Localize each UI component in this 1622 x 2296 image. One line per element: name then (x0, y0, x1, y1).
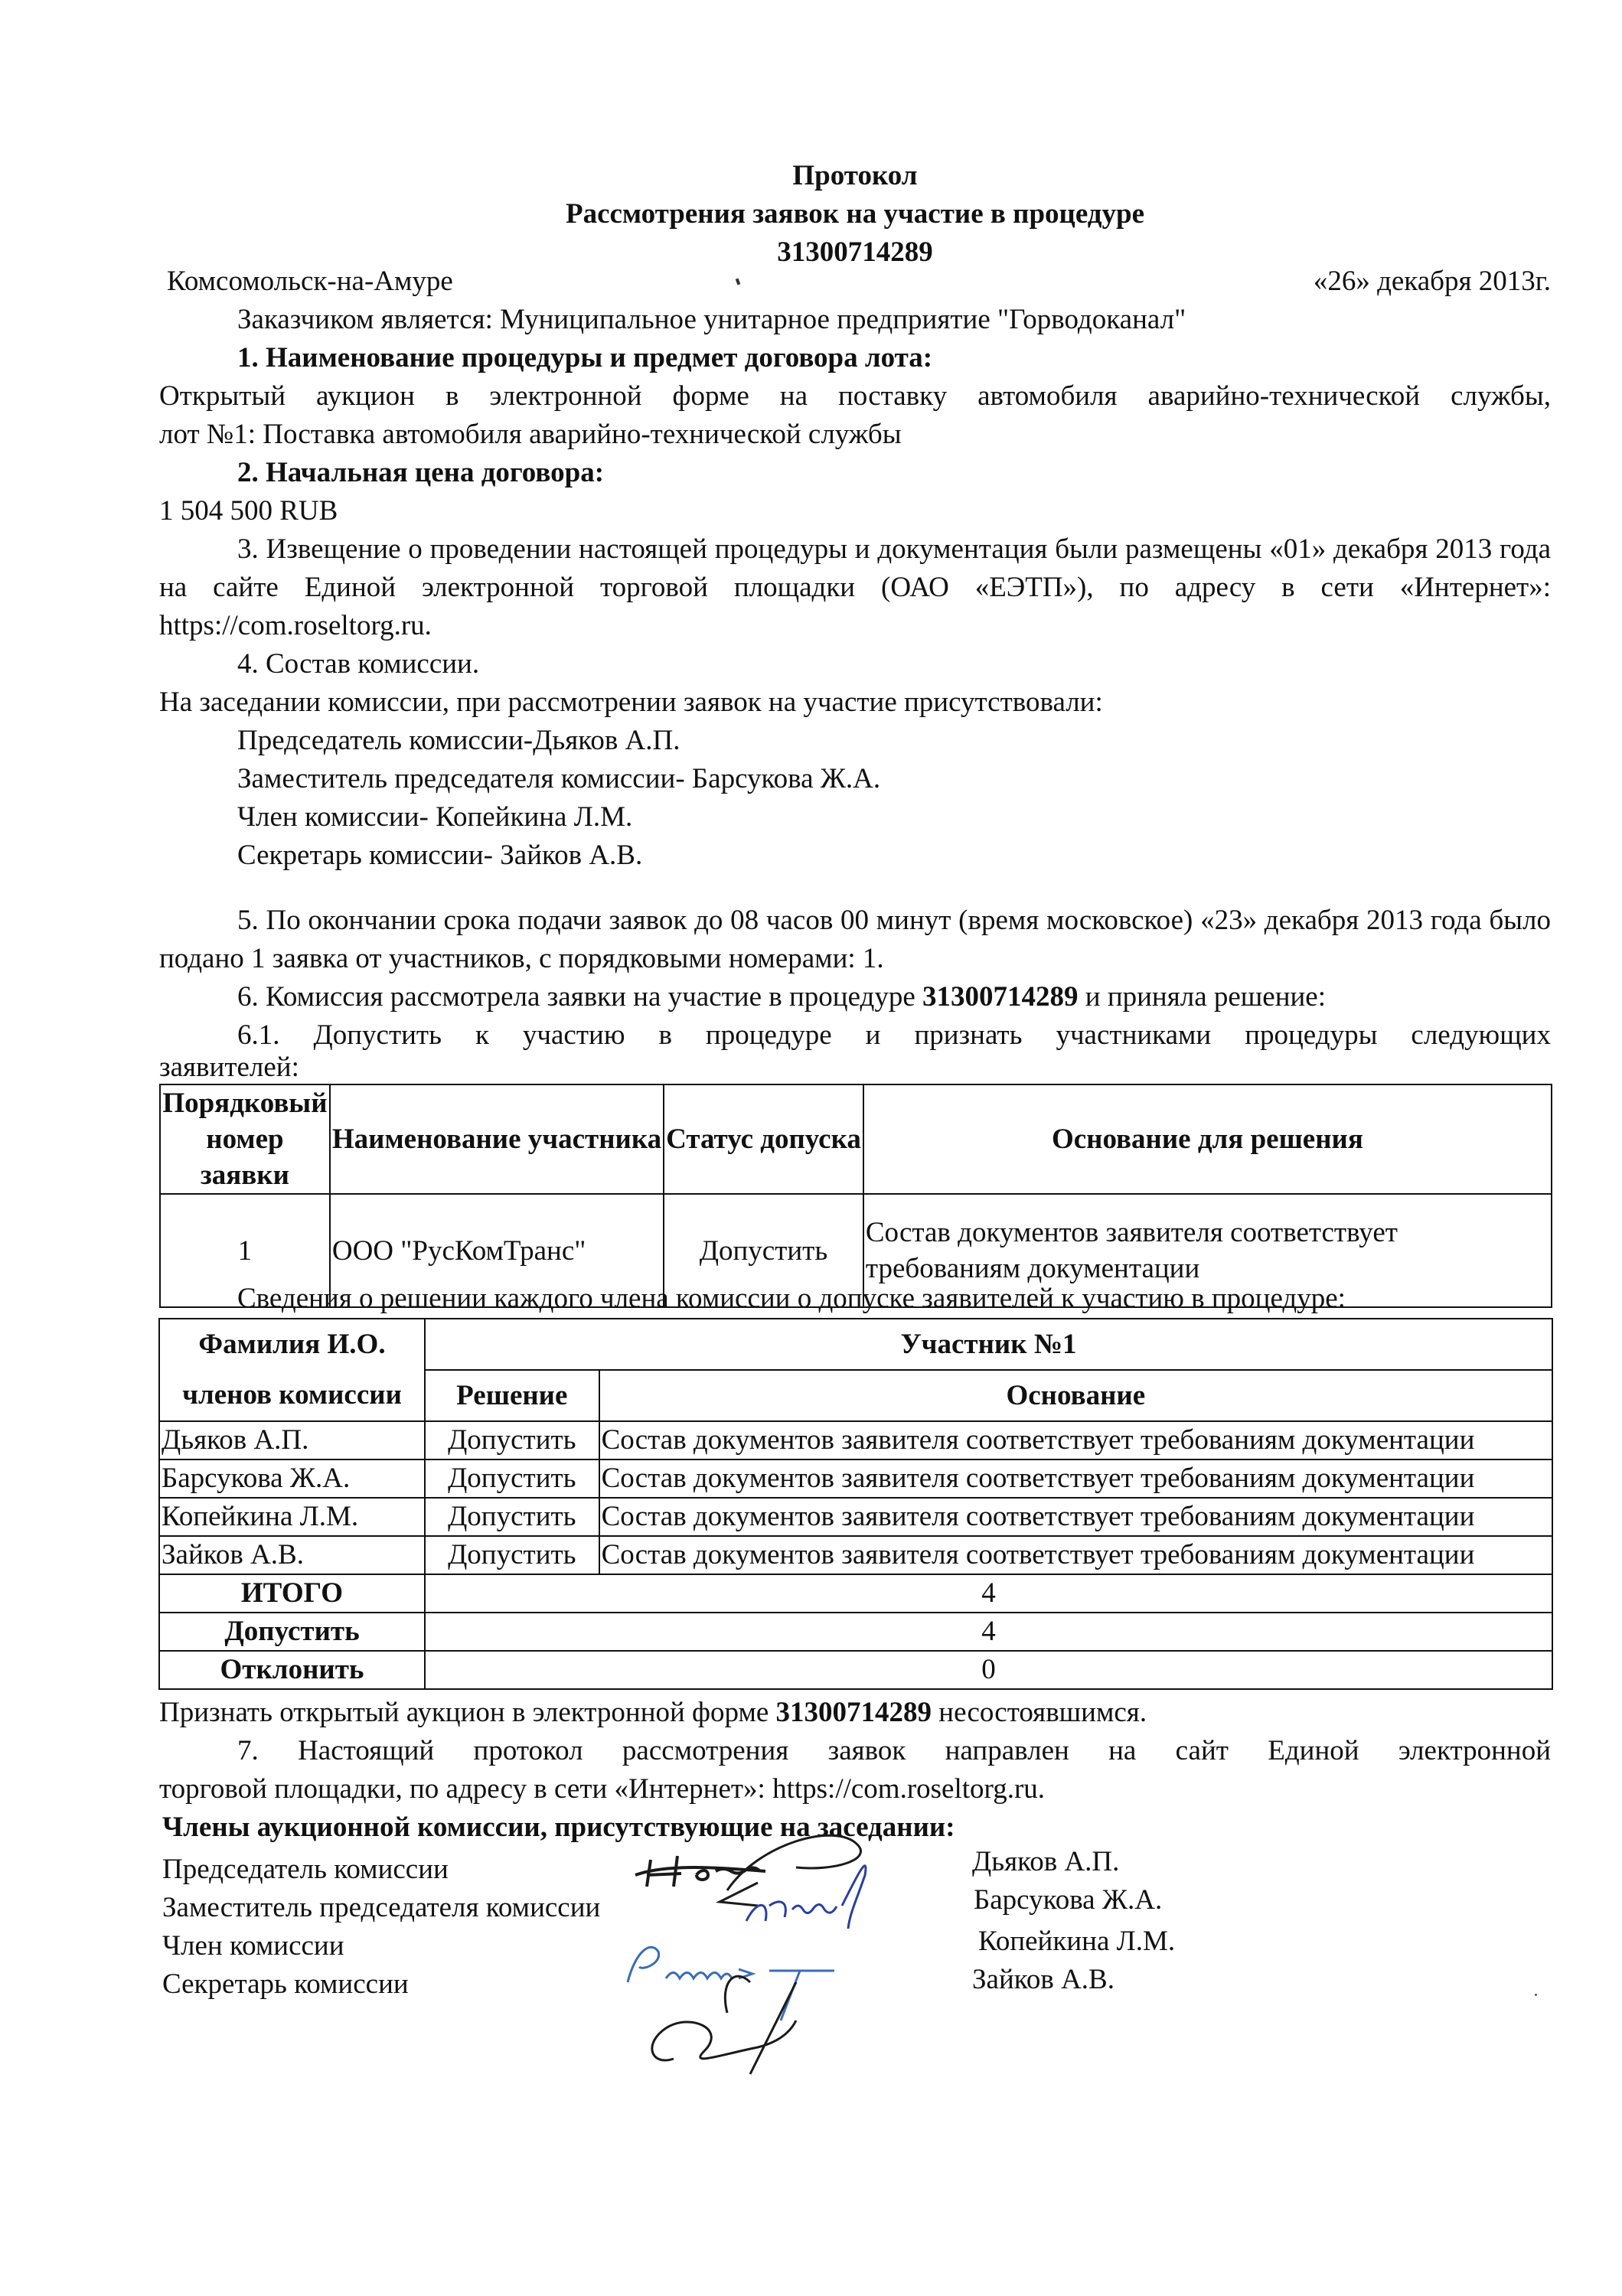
cell-participant-name: ООО "РусКомТранс" (330, 1194, 664, 1307)
cell-reason: Состав документов заявителя соответствует требованиям документации (863, 1194, 1552, 1307)
signature-role: Заместитель председателя комиссии (162, 1892, 601, 1923)
cell-reason: Состав документов заявителя соответствует требованиям документации (599, 1421, 1552, 1459)
signature-role: Член комиссии (162, 1930, 344, 1962)
section61-line1: 6.1. Допустить к участию в процедуре и признать участниками процедуры следующих (237, 1019, 1551, 1051)
section4-heading: 4. Состав комиссии. (237, 648, 480, 680)
cell-decision: Допустить (425, 1421, 599, 1459)
table-row (159, 1498, 1552, 1536)
cell-member-name: Барсукова Ж.А. (159, 1459, 425, 1498)
signatures-heading: Члены аукционной комиссии, присутствующие на заседании: (162, 1812, 955, 1843)
totals-row-total (159, 1574, 1552, 1613)
signature-name: Копейкина Л.М. (978, 1926, 1176, 1957)
commission-member: Член комиссии- Копейкина Л.М. (237, 801, 633, 833)
reject-value: 0 (425, 1651, 1552, 1689)
signature-role: Секретарь комиссии (162, 1968, 409, 2000)
section7-line2: торговой площадки, по адресу в сети «Интернет»: https://com.roseltorg.ru. (159, 1773, 1046, 1805)
section6-procedure-number: 31300714289 (922, 981, 1079, 1013)
table-row (159, 1459, 1552, 1498)
place-date-line (167, 263, 1551, 301)
commission-member: Секретарь комиссии- Зайков А.В. (237, 840, 643, 871)
commission-member: Председатель комиссии-Дьяков А.П. (237, 725, 680, 756)
section6-text (159, 978, 1551, 1016)
decisions-intro: Сведения о решении каждого члена комиссии о допуске заявителей к участию в процедуре: (237, 1283, 1346, 1314)
scan-speck-icon (1535, 1994, 1537, 1996)
table-row (159, 1421, 1552, 1459)
decisions-table (158, 1318, 1553, 1690)
col-header-participant: Участник №1 (425, 1319, 1552, 1370)
total-label: ИТОГО (159, 1574, 425, 1613)
cell-number: 1 (160, 1194, 330, 1307)
section5-text: 5. По окончании срока подачи заявок до 08 часов 00 минут (время московское) «23» декабря 2013 года было подано 1 заявка от участников, с порядковыми номерами: 1. (159, 905, 1551, 974)
table-header-row (159, 1319, 1552, 1370)
cell-reason: Состав документов заявителя соответствует требованиям документации (599, 1498, 1552, 1536)
col-header-status: Статус допуска (664, 1084, 863, 1194)
cell-status: Допустить (664, 1194, 863, 1307)
signature-name: Дьяков А.П. (972, 1846, 1120, 1877)
document-title (159, 157, 1551, 272)
title: Протокол (792, 160, 918, 191)
date: «26» декабря 2013г. (1313, 266, 1551, 297)
cell-reason: Состав документов заявителя соответствует требованиям документации (599, 1536, 1552, 1574)
col-header-decision: Решение (425, 1370, 599, 1421)
section61-line2: заявителей: (159, 1052, 299, 1083)
signature-name: Барсукова Ж.А. (974, 1884, 1163, 1916)
cell-member-name: Дьяков А.П. (159, 1421, 425, 1459)
col-header-name: Наименование участника (330, 1084, 664, 1194)
conclusion-text (159, 1694, 1551, 1732)
reject-label: Отклонить (159, 1651, 425, 1689)
section1-line1: Открытый аукцион в электронной форме на поставку автомобиля аварийно-технической службы, (159, 380, 1551, 412)
applicants-table (159, 1084, 1552, 1308)
section6-text-before: 6. Комиссия рассмотрела заявки на участие в процедуре (237, 981, 923, 1013)
col-header-number: Порядковый номер заявки (160, 1084, 330, 1194)
cell-reason: Состав документов заявителя соответствует требованиям документации (599, 1459, 1552, 1498)
section7-line1: 7. Настоящий протокол рассмотрения заявок направлен на сайт Единой электронной (237, 1735, 1551, 1766)
cell-decision: Допустить (425, 1498, 599, 1536)
conclusion-procedure-number: 31300714289 (775, 1697, 932, 1728)
col-header-reason: Основание (599, 1370, 1552, 1421)
col-header-reason: Основание для решения (863, 1084, 1552, 1194)
subtitle: Рассмотрения заявок на участие в процедуре (565, 198, 1144, 230)
section4-intro: На заседании комиссии, при рассмотрении заявок на участие присутствовали: (159, 687, 1103, 718)
section1-heading: 1. Наименование процедуры и предмет договора лота: (237, 342, 933, 373)
col-header-member: Фамилия И.О. членов комиссии (159, 1319, 425, 1421)
section1-line2: лот №1: Поставка автомобиля аварийно-технической службы (159, 419, 902, 450)
section2-heading: 2. Начальная цена договора: (237, 457, 605, 488)
section6-text-after: и приняла решение: (1078, 981, 1327, 1013)
customer-line: Заказчиком является: Муниципальное унитарное предприятие "Горводоканал" (237, 304, 1186, 335)
conclusion-text-after: несостоявшимся. (932, 1697, 1147, 1728)
conclusion-text-before: Признать открытый аукцион в электронной форме (159, 1697, 776, 1728)
procedure-number: 31300714289 (777, 236, 933, 268)
commission-list (159, 722, 1622, 875)
section3-text: 3. Извещение о проведении настоящей процедуры и документация были размещены «01» декабря 2013 года на сайте Единой электронной торговой площадки (ОАО «ЕЭТП»), по адресу в сети «Интернет»: https://com.roseltorg.ru. (159, 533, 1551, 641)
commission-member: Заместитель председателя комиссии- Барсукова Ж.А. (237, 763, 881, 794)
totals-row-reject (159, 1651, 1552, 1689)
totals-row-admit (159, 1613, 1552, 1651)
admit-label: Допустить (159, 1613, 425, 1651)
cell-decision: Допустить (425, 1536, 599, 1574)
start-price: 1 504 500 RUB (159, 495, 338, 527)
table-row (159, 1536, 1552, 1574)
cell-member-name: Копейкина Л.М. (159, 1498, 425, 1536)
city: Комсомольск-на-Амуре (167, 266, 453, 297)
cell-decision: Допустить (425, 1459, 599, 1498)
signature-name: Зайков А.В. (972, 1964, 1115, 1995)
total-value: 4 (425, 1574, 1552, 1613)
cell-member-name: Зайков А.В. (159, 1536, 425, 1574)
admit-value: 4 (425, 1613, 1552, 1651)
handwritten-signatures-icon (605, 1829, 964, 2082)
signature-role: Председатель комиссии (162, 1854, 449, 1885)
table-header-row (160, 1084, 1552, 1194)
